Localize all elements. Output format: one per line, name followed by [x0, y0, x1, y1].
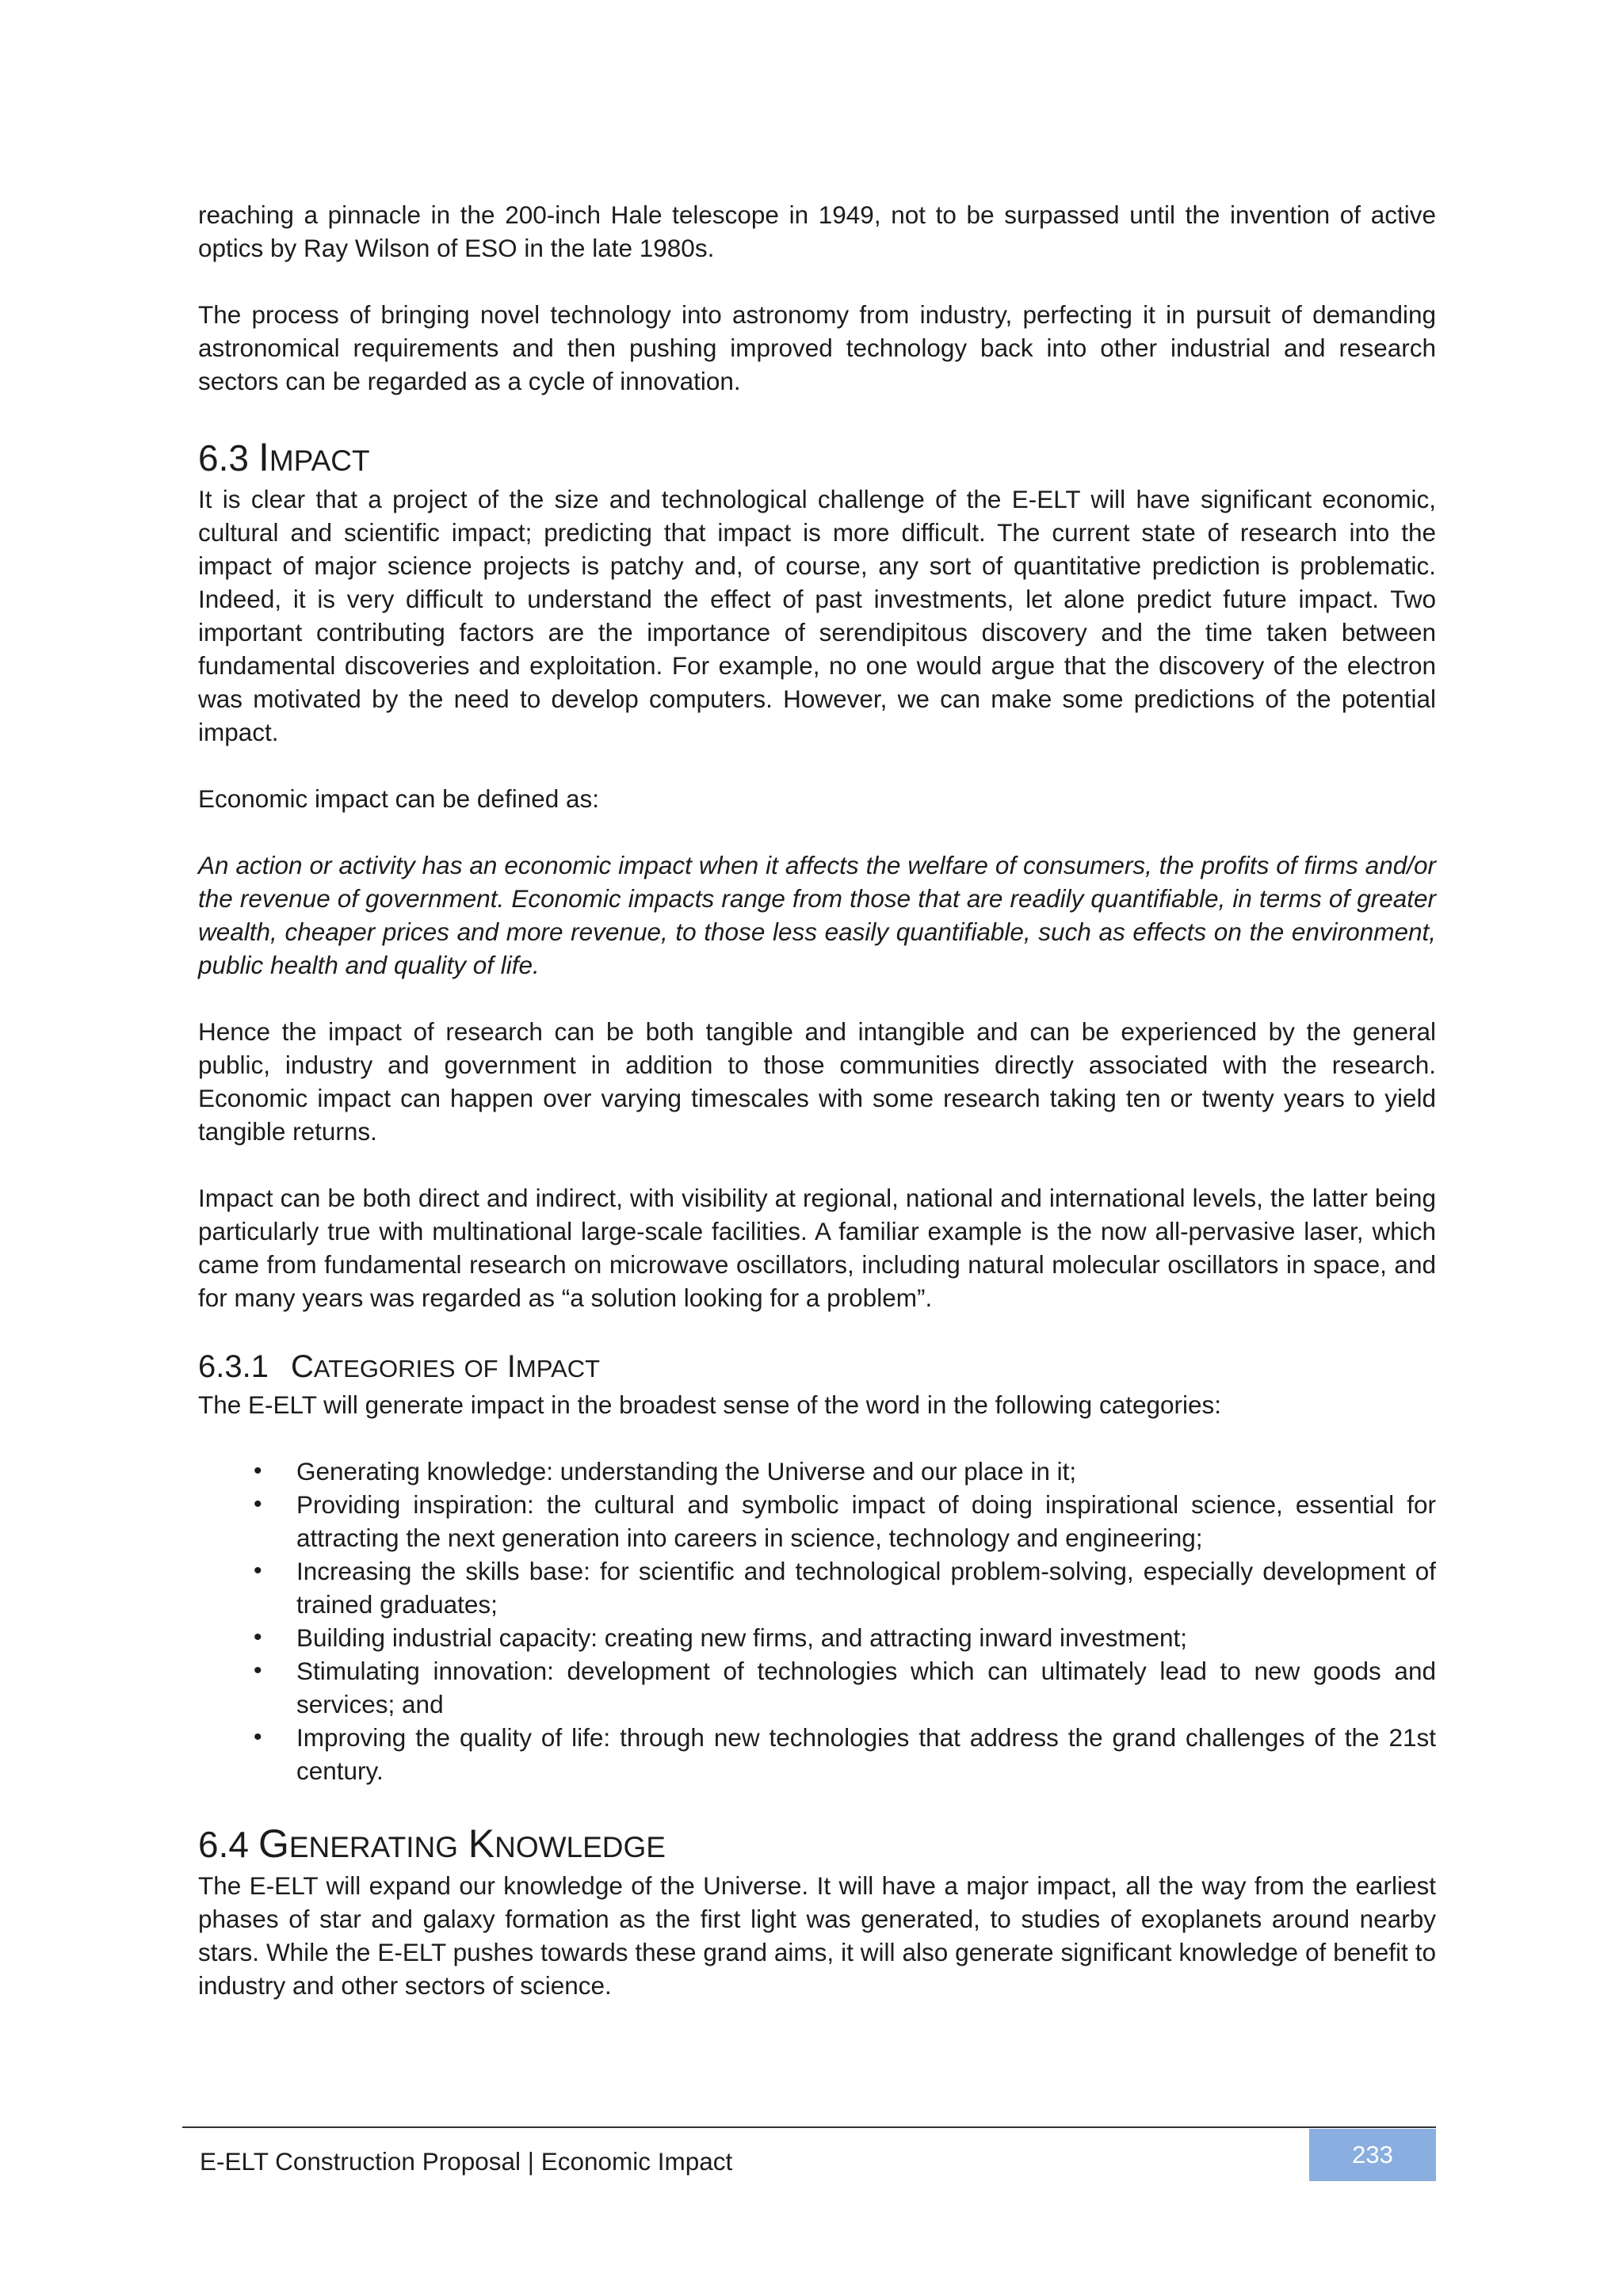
list-item: [198, 1721, 1436, 1787]
paragraph-intro-2: The process of bringing novel technology into astronomy from industry, perfecting it in pursuit of demanding astronomical requirements and then pushing improved technology back into other industrial and research sectors can be regarded as a cycle of innovation.: [198, 300, 1436, 395]
list-item: [198, 1654, 1436, 1721]
heading-6-4-w1-initial: G: [258, 1821, 289, 1866]
list-item-text: Stimulating innovation: development of technologies which can ultimately lead to new goods and services; and: [296, 1657, 1436, 1718]
page-content: [198, 198, 1436, 2035]
heading-6-3-1-w3-initial: I: [506, 1349, 516, 1384]
list-item-text: Generating knowledge: understanding the Universe and our place in it;: [296, 1457, 1077, 1486]
heading-6-3-1-w3-rest: MPACT: [515, 1355, 601, 1383]
bullet-icon: •: [254, 1724, 262, 1750]
list-item-text: Increasing the skills base: for scientific and technological problem-solving, especially development of trained graduates;: [296, 1557, 1436, 1619]
bullet-icon: •: [254, 1458, 262, 1484]
definition-quote: An action or activity has an economic impact when it affects the welfare of consumers, the profits of firms and/or the revenue of government. Economic impacts range from those that are readily quantifiable, in terms of greater wealth, cheaper prices and more revenue, to those less easily quantifiable, such as effects on the environment, public health and quality of life.: [198, 851, 1436, 979]
heading-6-3-number: 6.3: [198, 437, 249, 479]
heading-6-4: [198, 1822, 1436, 1869]
heading-6-3-title-initial: I: [258, 435, 269, 479]
heading-6-3-1-w1-initial: C: [290, 1349, 314, 1384]
list-item-text: Building industrial capacity: creating new firms, and attracting inward investment;: [296, 1623, 1188, 1652]
paragraph-intro-1: reaching a pinnacle in the 200-inch Hale telescope in 1949, not to be surpassed until the invention of active optics by Ray Wilson of ESO in the late 1980s.: [198, 200, 1436, 262]
page-number-badge: 233: [1309, 2129, 1436, 2181]
paragraph-6-3-2: Economic impact can be defined as:: [198, 784, 600, 813]
list-item: [198, 1488, 1436, 1554]
bullet-icon: •: [254, 1657, 262, 1684]
paragraph-6-3-1: It is clear that a project of the size and technological challenge of the E-ELT will have significant economic, cultural and scientific impact; predicting that impact is more difficult. The current state of research into the impact of major science projects is patchy and, of course, any sort of quantitative prediction is problematic. Indeed, it is very difficult to understand the effect of past investments, let alone predict future impact. Two important contributing factors are the importance of serendipitous discovery and the time taken between fundamental discoveries and exploitation. For example, no one would argue that the discovery of the electron was motivated by the need to develop computers. However, we can make some predictions of the potential impact.: [198, 485, 1436, 746]
footer-title: E-ELT Construction Proposal | Economic Impact: [200, 2147, 733, 2176]
list-item-text: Improving the quality of life: through new technologies that address the grand challenges of the 21st century.: [296, 1723, 1436, 1785]
bullet-icon: •: [254, 1491, 262, 1517]
list-item: [198, 1621, 1436, 1654]
heading-6-4-w2-initial: K: [468, 1821, 495, 1866]
paragraph-6-4-1: The E-ELT will expand our knowledge of the Universe. It will have a major impact, all the way from the earliest phases of star and galaxy formation as the first light was generated, to studies of exoplanets around nearby stars. While the E-ELT pushes towards these grand aims, it will also generate significant knowledge of benefit to industry and other sectors of science.: [198, 1871, 1436, 2000]
bullet-icon: •: [254, 1558, 262, 1584]
impact-categories-list: [198, 1455, 1436, 1787]
heading-6-3-title-rest: MPACT: [269, 444, 370, 477]
footer-divider: [182, 2126, 1436, 2128]
paragraph-6-3-3: Hence the impact of research can be both tangible and intangible and can be experienced by the general public, industry and government in addition to those communities directly associated with the research. Economic impact can happen over varying timescales with some research taking ten or twenty years to yield tangible returns.: [198, 1017, 1436, 1146]
heading-6-3-1-w1-rest: ATEGORIES: [313, 1355, 456, 1383]
paragraph-6-3-1-intro: The E-ELT will generate impact in the broadest sense of the word in the following categories:: [198, 1390, 1222, 1419]
list-item-text: Providing inspiration: the cultural and symbolic impact of doing inspirational science, essential for attracting the next generation into careers in science, technology and engineering;: [296, 1490, 1436, 1552]
list-item: [198, 1455, 1436, 1488]
paragraph-6-3-4: Impact can be both direct and indirect, with visibility at regional, national and international levels, the latter being particularly true with multinational large-scale facilities. A familiar example is the now all-pervasive laser, which came from fundamental research on microwave oscillators, including natural molecular oscillators in space, and for many years was regarded as “a solution looking for a problem”.: [198, 1184, 1436, 1312]
heading-6-4-w1-rest: ENERATING: [288, 1831, 458, 1863]
heading-6-3-1: [198, 1348, 1436, 1388]
heading-6-4-w2-rest: NOWLEDGE: [495, 1831, 666, 1863]
bullet-icon: •: [254, 1624, 262, 1650]
heading-6-3-1-w2: OF: [464, 1355, 498, 1383]
heading-6-3: [198, 436, 1436, 482]
list-item: [198, 1554, 1436, 1621]
heading-6-4-number: 6.4: [198, 1824, 249, 1865]
heading-6-3-1-number: 6.3.1: [198, 1349, 269, 1384]
